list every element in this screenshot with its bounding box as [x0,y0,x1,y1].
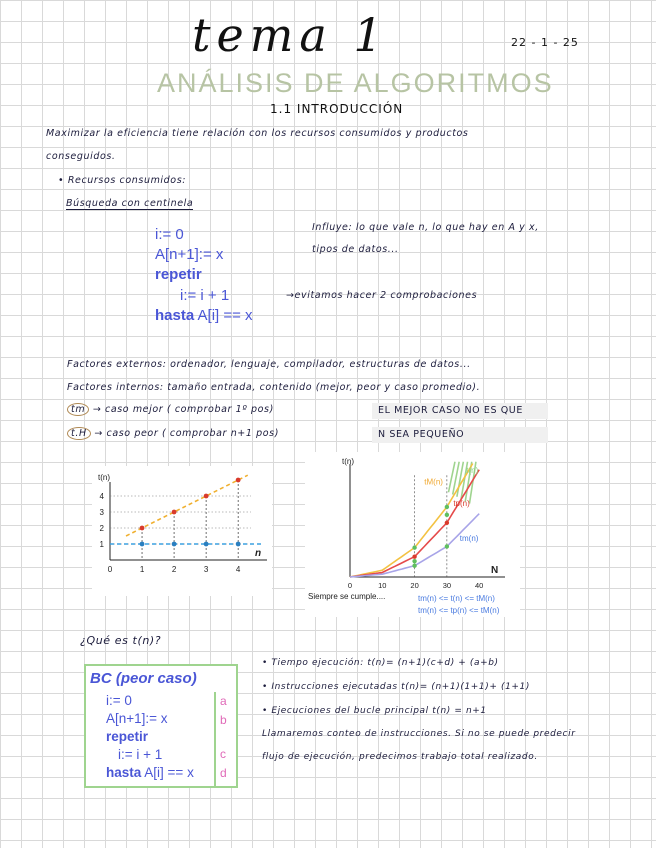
chart2-point [445,513,449,517]
chart2-label-tp: tp(n) [453,498,470,508]
note-influye-2: tipos de datos... [312,244,399,255]
chart1-xtick: 3 [203,565,209,574]
subheading-busqueda: Búsqueda con centinela [66,198,194,209]
page-title: tema 1 [192,8,389,62]
caso-mejor [67,403,274,416]
chart2-ylabel: t(n) [342,457,354,466]
chart2-xlabel: N [491,565,499,576]
code-line-4: i:= i + 1 [180,287,230,304]
chart1-worst-point [140,526,145,531]
section-heading: 1.1 INTRODUCCIÓN [270,102,404,116]
chart2-point [445,544,449,548]
chart1-ytick: 2 [99,524,104,533]
chart1-worst-point [204,494,209,499]
chart1-ytick: 1 [99,540,104,549]
bc-line-3: repetir [106,729,149,744]
tm-circle: tm [67,403,89,416]
chart2-point [445,521,449,525]
chart1-xtick: 0 [107,565,113,574]
chart2-point [412,554,416,558]
subtitle: ANÁLISIS DE ALGORITMOS [157,68,554,98]
chart1-ylabel: t(n) [98,473,110,482]
chart1-worst-point [172,510,177,515]
bottom-note-5: flujo de ejecución, predecimos trabajo total realizado. [262,752,538,762]
chart1-best-point [172,542,177,547]
note-influye-1: Influye: lo que vale n, lo que hay en A y x, [312,222,539,233]
intro-line-2: conseguidos. [46,151,116,162]
chart1-worst-point [236,478,241,483]
chart1-best-point [140,542,145,547]
mejor-caso-note-2: N SEA PEQUEÑO [372,427,548,443]
bc-box [84,664,238,788]
bc-label-a: a [220,694,227,708]
code-line-1: i:= 0 [155,226,184,243]
bullet-recursos: • Recursos consumidos: [58,175,187,186]
chart1-ytick: 4 [99,492,104,501]
chart1-best-point [204,542,209,547]
chart2-label-tm: tm(n) [459,533,479,543]
chart2-point [445,505,449,509]
chart2-label-tM: tM(n) [424,477,443,487]
code-line-5: hasta A[i] == x [155,307,253,324]
bottom-note-2: • Instrucciones ejecutadas t(n)= (n+1)(1+1)+ (1+1) [262,682,530,692]
chart1-bg [92,466,272,596]
chart2-xtick: 20 [410,581,419,590]
caso-mejor-text: → caso mejor ( comprobar 1º pos) [92,404,274,415]
bc-line-5: hasta A[i] == x [106,765,194,780]
bc-line-2: A[n+1]:= x [106,711,168,726]
code-line-3: repetir [155,266,202,283]
chart2-xtick: 0 [347,581,353,590]
date: 22 - 1 - 25 [511,36,579,49]
question-tn: ¿Qué es t(n)? [80,634,162,647]
factores-internos: Factores internos: tamaño entrada, contenido (mejor, peor y caso promedio). [67,382,481,393]
chart-best-worst [92,466,272,596]
chart2-point [412,559,416,563]
caso-peor-text: → caso peor ( comprobar n+1 pos) [94,428,280,439]
intro-line-1: Maximizar la eficiencia tiene relación con los recursos consumidos y productos [46,128,469,139]
chart2-point [412,545,416,549]
ineq-1: tm(n) <= t(n) <= tM(n) [418,594,495,603]
bc-label-b: b [220,713,227,727]
bc-line-4: i:= i + 1 [118,747,163,762]
mejor-caso-note-1: EL MEJOR CASO NO ES QUE [372,403,548,419]
chart2-xtick: 30 [442,581,452,590]
caso-peor [67,427,279,440]
chart2-xtick: 40 [474,581,484,590]
chart1-best-point [236,542,241,547]
chart2-xtick: 10 [378,581,387,590]
chart2-label-t: t(n) [466,466,479,476]
bc-label-c: c [220,747,226,761]
chart1-xtick: 2 [171,565,177,574]
bc-label-d: d [220,766,227,780]
factores-externos: Factores externos: ordenador, lenguaje, compilador, estructuras de datos... [67,359,471,370]
bottom-note-3: • Ejecuciones del bucle principal t(n) = n+1 [262,706,487,716]
bc-line-1: i:= 0 [106,693,132,708]
chart2-point [412,564,416,568]
chart1-xtick: 1 [139,565,145,574]
chart1-xtick: 4 [235,565,241,574]
ineq-2: tm(n) <= tp(n) <= tM(n) [418,606,500,615]
tp-circle: t.H [67,427,91,440]
bottom-note-1: • Tiempo ejecución: t(n)= (n+1)(c+d) + (a+b) [262,658,499,668]
bc-divider [214,692,216,786]
note-evitamos: →evitamos hacer 2 comprobaciones [286,290,478,301]
chart2-caption: Siempre se cumple.... [308,592,386,601]
chart1-xlabel: n [255,548,262,559]
code-line-2: A[n+1]:= x [155,246,224,263]
bottom-note-4: Llamaremos conteo de instrucciones. Si no se puede predecir [262,729,576,739]
chart-growth [305,452,520,617]
bc-title: BC (peor caso) [90,670,197,687]
chart1-ytick: 3 [99,508,104,517]
